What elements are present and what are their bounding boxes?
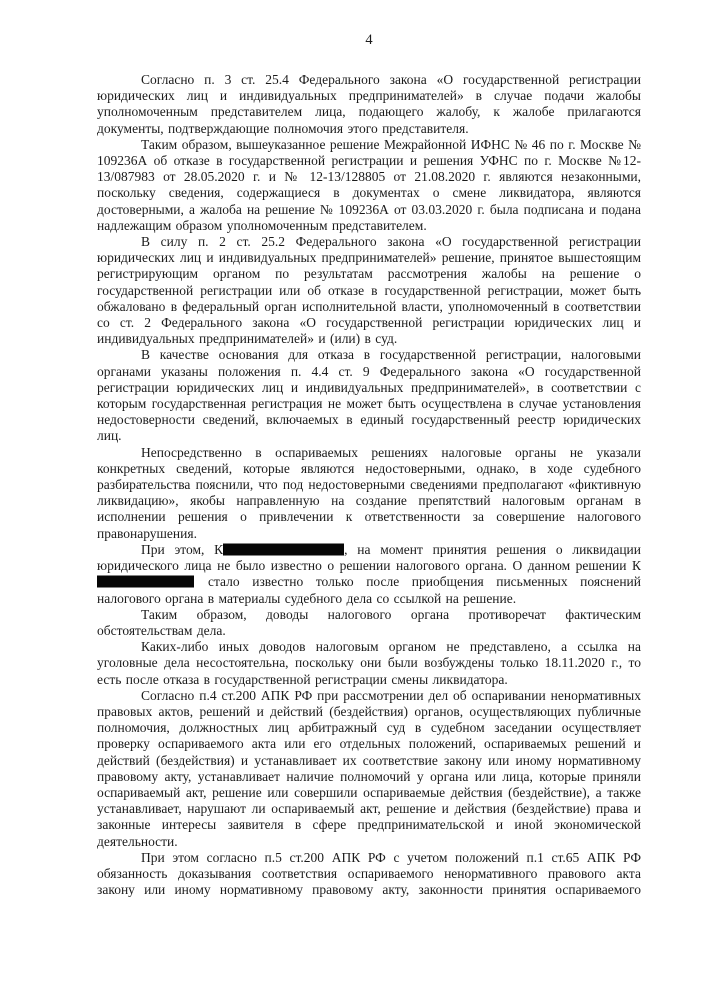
paragraph: В силу п. 2 ст. 25.2 Федерального закона «О государственной регистрации юридических лиц и индивидуальных предпринимателей» решение, принятое вышестоящим регистрирующим органом по результатам рассмотрения жалобы на решение о государственной регистрации или об отказе в государственной регистрации, может быть обжаловано в федеральный орган исполнительной власти, уполномоченный в соответствии со ст. 2 Федерального закона «О государственной регистрации юридических лиц и индивидуальных предпринимателей» и (или) в суд. [97, 234, 641, 347]
paragraph: Непосредственно в оспариваемых решениях налоговые органы не указали конкретных сведений, которые являются недостоверными, однако, в ходе судебного разбирательства пояснили, что под недостоверными сведениями предполагают «фиктивную ликвидацию», якобы направленную на создание препятствий налоговым органам в исполнении решения о привлечении к ответственности за совершение налогового правонарушения. [97, 444, 641, 541]
paragraph: Согласно п.4 ст.200 АПК РФ при рассмотрении дел об оспаривании ненормативных правовых актов, решений и действий (бездействия) органов, осуществляющих публичные полномочия, должностных лиц арбитражный суд в судебном заседании осуществляет проверку оспариваемого акта или его отдельных положений, оспариваемых решений и действий (бездействия) и устанавливает их соответствие закону или иному нормативному правовому акту, устанавливает наличие полномочий у органа или лица, которые приняли оспариваемый акт, решение или совершили оспариваемые действия (бездействие), а также устанавливает, нарушают ли оспариваемый акт, решение и действия (бездействие) права и законные интересы заявителя в сфере предпринимательской и иной экономической деятельности. [97, 687, 641, 849]
redaction-bar [97, 576, 194, 588]
paragraph-text: , на момент принятия решения о ликвидации юридического лица не было известно о решении налогового органа. О данном решении К [97, 541, 642, 574]
paragraph: Каких-либо иных доводов налоговым органом не представлено, а ссылка на уголовные дела несостоятельна, поскольку они были возбуждены только 18.11.2020 г., то есть после отказа в государственной регистрации смены ликвидатора. [97, 639, 641, 687]
paragraph: При этом согласно п.5 ст.200 АПК РФ с учетом положений п.1 ст.65 АПК РФ обязанность доказывания соответствия оспариваемого ненормативного правового акта закону или иному нормативному правовому акту, законности принятия оспариваемого [97, 849, 641, 898]
paragraph: Таким образом, вышеуказанное решение Межрайонной ИФНС № 46 по г. Москве № 109236А об отказе в государственной регистрации и решения УФНС по г. Москве №12-13/087983 от 28.05.2020 г. и № 12-13/128805 от 21.08.2020 г. являются незаконными, поскольку сведения, содержащиеся в документах о смене ликвидатора, являются достоверными, а жалоба на решение № 109236А от 03.03.2020 г. была подписана и подана надлежащим образом уполномоченным представителем. [97, 136, 641, 233]
paragraph: Таким образом, доводы налогового органа противоречат фактическим обстоятельствам дела. [97, 606, 641, 638]
page-number: 4 [365, 32, 373, 48]
paragraph: В качестве основания для отказа в государственной регистрации, налоговыми органами указаны положения п. 4.4 ст. 9 Федерального закона «О государственной регистрации юридических лиц и индивидуальных предпринимателей», в соответствии с которым государственная регистрация не может быть осуществлена в случае установления недостоверности сведений, включаемых в единый государственный реестр юридических лиц. [97, 347, 641, 444]
paragraph: Согласно п. 3 ст. 25.4 Федерального закона «О государственной регистрации юридических лиц и индивидуальных предпринимателей» в случае подачи жалобы уполномоченным представителем лица, подающего жалобу, к жалобе прилагаются документы, подтверждающие полномочия этого представителя. [97, 72, 641, 136]
paragraph-with-redactions [97, 542, 641, 607]
paragraph-text: стало известно только после приобщения письменных пояснений налогового органа в материалы судебного дела со ссылкой на решение. [97, 574, 641, 606]
redaction-bar [223, 543, 344, 555]
paragraph-text: При этом, К [141, 541, 224, 557]
